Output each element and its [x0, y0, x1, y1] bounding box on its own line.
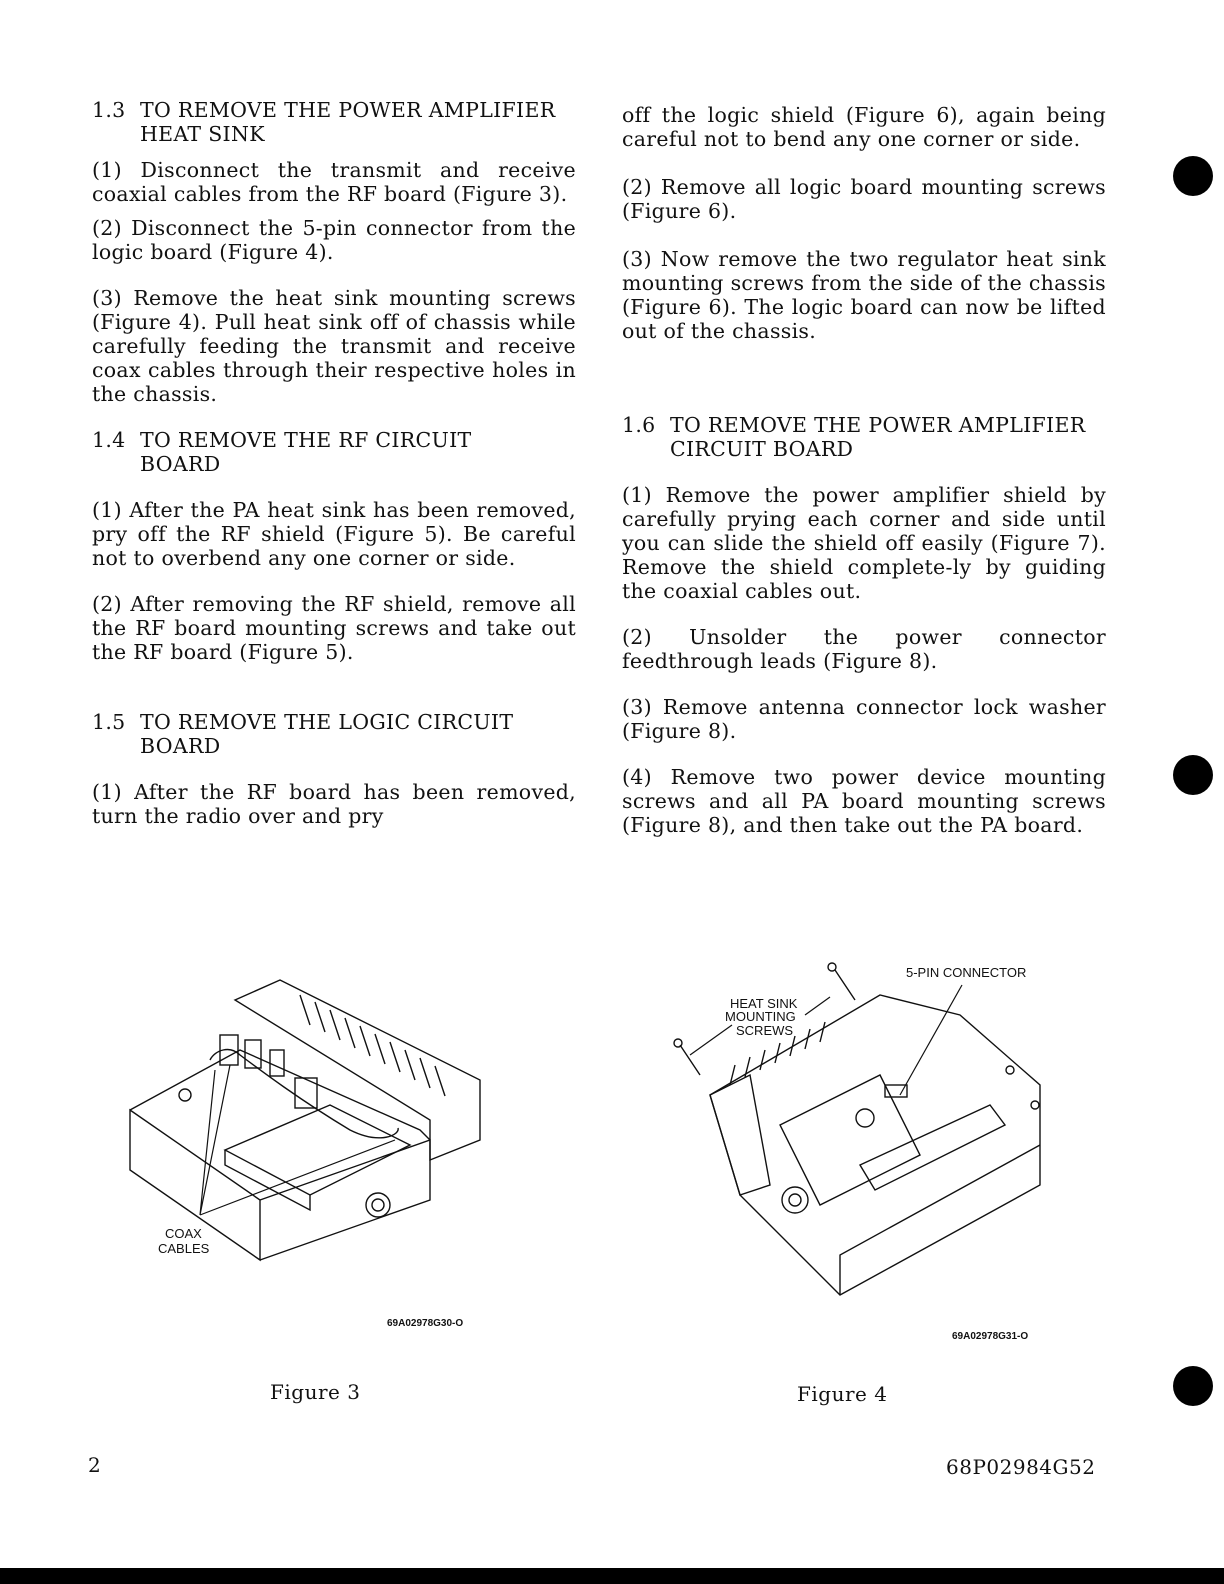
section-heading-1-6	[622, 413, 1106, 461]
figure-3-illustration	[120, 970, 500, 1300]
regulator	[856, 1109, 874, 1127]
binder-hole-dot	[1173, 755, 1213, 795]
figure-4-illustration	[660, 955, 1060, 1310]
leader-line	[900, 985, 962, 1095]
heading-line: CIRCUIT BOARD	[670, 437, 854, 461]
scan-edge	[0, 1568, 1224, 1584]
binder-hole-dot	[1173, 1366, 1213, 1406]
heat-sink-fins	[300, 995, 445, 1096]
paragraph: (1) After the RF board has been removed, turn the radio over and pry	[92, 780, 576, 828]
label-coax-2: CABLES	[158, 1241, 210, 1256]
binder-hole-dot	[1173, 156, 1213, 196]
left-column	[92, 98, 576, 828]
paragraph: (2) Disconnect the 5-pin connector from the logic board (Figure 4).	[92, 216, 576, 264]
label-5-pin-connector: 5-PIN CONNECTOR	[906, 965, 1027, 980]
figure-3-caption: Figure 3	[270, 1380, 361, 1404]
section-number: 1.5	[92, 710, 126, 734]
leader-line	[805, 997, 830, 1015]
connector	[782, 1187, 808, 1213]
screw	[835, 970, 855, 1000]
paragraph: (1) Disconnect the transmit and receive coaxial cables from the RF board (Figure 3).	[92, 158, 576, 206]
paragraph: (4) Remove two power device mounting screws and all PA board mounting screws (Figure 8), and then take out the PA board.	[622, 765, 1106, 837]
figure-4-code: 69A02978G31-O	[952, 1331, 1029, 1342]
screw	[1031, 1101, 1039, 1109]
heading-line: TO REMOVE THE LOGIC CIRCUIT	[140, 710, 514, 734]
screw	[1006, 1066, 1014, 1074]
section-number: 1.3	[92, 98, 126, 122]
heat-sink	[710, 1075, 770, 1195]
paragraph: (2) Unsolder the power connector feedthrough leads (Figure 8).	[622, 625, 1106, 673]
connector	[366, 1193, 390, 1217]
section-number: 1.4	[92, 428, 126, 452]
heading-line: TO REMOVE THE POWER AMPLIFIER	[670, 413, 1086, 437]
page-number: 2	[88, 1453, 102, 1477]
label-heat-sink-2: MOUNTING	[725, 1009, 796, 1024]
label-heat-sink-1: HEAT SINK	[730, 996, 798, 1011]
paragraph: (3) Now remove the two regulator heat sink mounting screws from the side of the chassis (Figure 6). The logic board can now be lifted out of the chassis.	[622, 247, 1106, 343]
heading-line: TO REMOVE THE POWER AMPLIFIER	[140, 98, 556, 122]
chassis	[710, 995, 1040, 1295]
section-number: 1.6	[622, 413, 656, 437]
section-heading-1-3	[92, 98, 576, 146]
label-coax-1: COAX	[165, 1226, 202, 1241]
section-heading-1-4	[92, 428, 576, 476]
paragraph: (2) Remove all logic board mounting screws (Figure 6).	[622, 175, 1106, 223]
leader-line	[690, 1025, 732, 1055]
logic-board	[780, 1075, 920, 1205]
chassis-front	[260, 1140, 430, 1260]
document-number: 68P02984G52	[946, 1455, 1096, 1479]
component	[270, 1050, 284, 1076]
paragraph: (3) Remove antenna connector lock washer (Figure 8).	[622, 695, 1106, 743]
label-heat-sink-3: SCREWS	[736, 1023, 794, 1038]
paragraph: off the logic shield (Figure 6), again being careful not to bend any one corner or side.	[622, 103, 1106, 151]
paragraph: (2) After removing the RF shield, remove all the RF board mounting screws and take out the RF board (Figure 5).	[92, 592, 576, 664]
heading-line: HEAT SINK	[140, 122, 265, 146]
heading-line: BOARD	[140, 734, 221, 758]
heading-line: TO REMOVE THE RF CIRCUIT	[140, 428, 472, 452]
heading-line: BOARD	[140, 452, 221, 476]
paragraph: (1) After the PA heat sink has been removed, pry off the RF shield (Figure 5). Be careful not to overbend any one corner or side.	[92, 498, 576, 570]
leader-line	[200, 1065, 395, 1215]
paragraph: (3) Remove the heat sink mounting screws (Figure 4). Pull heat sink off of chassis while carefully feeding the transmit and receive coax cables through their respective holes in the chassis.	[92, 286, 576, 406]
section-heading-1-5	[92, 710, 576, 758]
right-column	[622, 103, 1106, 837]
figure-4-caption: Figure 4	[797, 1382, 888, 1406]
board-strip	[860, 1105, 1005, 1190]
paragraph: (1) Remove the power amplifier shield by carefully prying each corner and side until you can slide the shield off easily (Figure 7). Remove the shield complete-ly by guiding the coaxial cables out.	[622, 483, 1106, 603]
figure-3-code: 69A02978G30-O	[387, 1318, 464, 1329]
rf-board	[225, 1105, 410, 1195]
